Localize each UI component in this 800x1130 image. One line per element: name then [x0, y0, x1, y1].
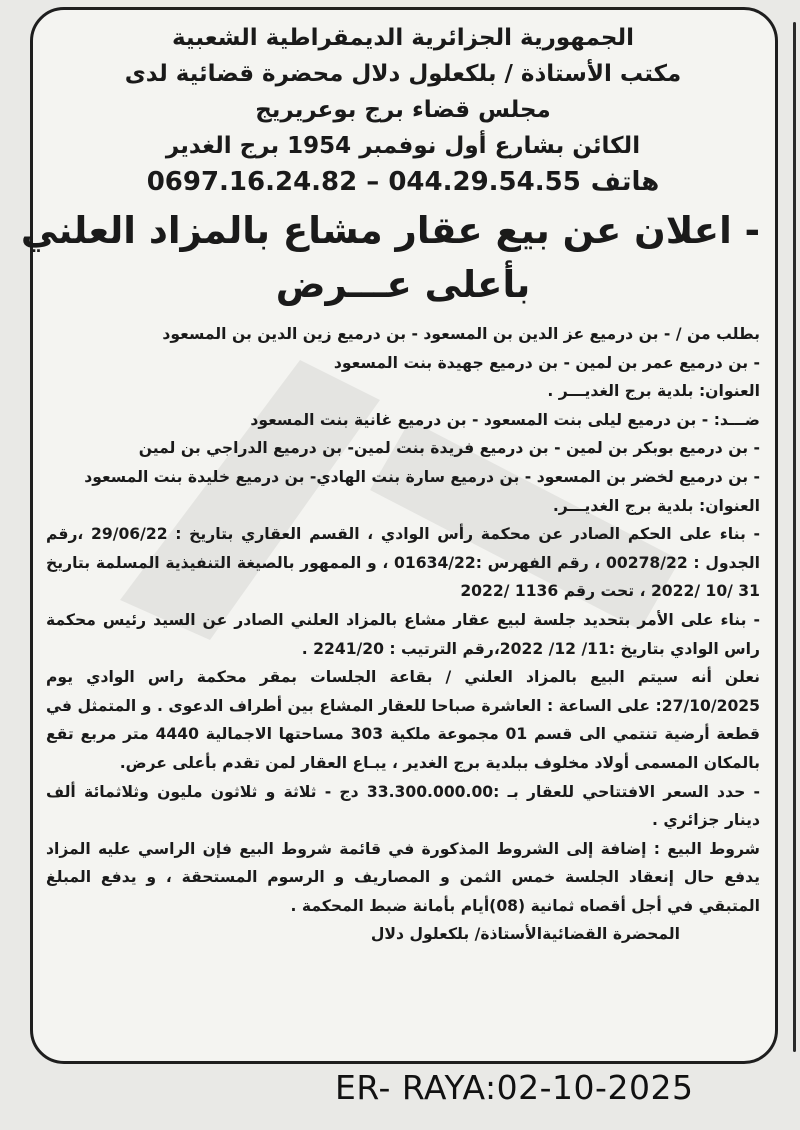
applicants-cont: - بن درميع عمر بن لمين - بن درميع جهيدة بنت المسعود: [333, 353, 760, 372]
judgment-reference: - بناء على الحكم الصادر عن محكمة رأس الوادي ، القسم العقاري بتاريخ : 29/06/22 ،رقم الجدول : 00278/22 ، رقم الفهرس :01634/22 ، و الممهور بالصيغة التنفيذية المسلمة بتاريخ 31 /10 /2022 ، تحت رقم 1136 /2022: [46, 525, 760, 601]
header-line-republic: الجمهورية الجزائرية الديمقراطية الشعبية: [171, 25, 635, 51]
notice-content: [20, 20, 760, 949]
sale-announcement: نعلن أنه سيتم البيع بالمزاد العلني / بقاعة الجلسات بمقر محكمة راس الوادي يوم 27/10/2025: على الساعة : العاشرة صباحا للعقار المشاع بين أطراف الدعوى . و المتمثل في قطعة أرضية تنتمي الى قسم 01 مجموعة ملكية 303 مساحتها الاجمالية 4440 متر مربع تقع بالمكان المسمى أولاد مخلوف ببلدية برج الغدير ، يبـاع العقار لمن تقدم بأعلى عرض.: [46, 668, 760, 772]
applicants: بطلب من / - بن درميع عز الدين بن المسعود - بن درميع زين الدين بن المسعود: [162, 325, 760, 343]
header-line-council: مجلس قضاء برج بوعريريج: [255, 97, 551, 123]
signature: المحضرة القضائيةالأستاذة/ بلكعلول دلال: [370, 925, 680, 944]
notice-title-line1: - اعلان عن بيع عقار مشاع بالمزاد العلني: [20, 209, 760, 252]
phone-numbers: 0697.16.24.82 – 044.29.54.55: [146, 167, 581, 197]
phone-label: هاتف: [590, 167, 660, 197]
sale-conditions: شروط البيع : إضافة إلى الشروط المذكورة في قائمة شروط البيع فإن الراسي عليه المزاد يدفع حال إنعقاد الجلسة خمس الثمن و المصاريف و الرسوم المستحقة ، و يدفع المبلغ المتبقي في أجل أقصاه ثمانية (08)أيام بأمانة ضبط المحكمة .: [46, 839, 760, 915]
order-reference: - بناء على الأمر بتحديد جلسة لبيع عقار مشاع بالمزاد العلني الصادر عن السيد رئيس محكمة راس الوادي بتاريخ :11/ 12/ 2022،رقم الترتيب : 2241/20 .: [46, 610, 760, 658]
header-phone: [46, 164, 760, 200]
notice-body: [46, 320, 760, 920]
defendants-address: العنوان: بلدية برج الغديـــر.: [552, 496, 760, 515]
header-line-office: مكتب الأستاذة / بلكعلول دلال محضرة قضائية لدى: [124, 61, 682, 87]
publication-footer: ER- RAYA:02-10-2025: [335, 1068, 694, 1107]
notice-title-line2: بأعلى عـــرض: [275, 263, 531, 306]
defendants-cont-1: - بن درميع بوبكر بن لمين - بن درميع فريدة بنت لمين- بن درميع الدراجي بن لمين: [138, 439, 760, 458]
defendants: ضـــد: - بن درميع ليلى بنت المسعود - بن درميع غانية بنت المسعود: [250, 410, 760, 429]
header-line-address: الكائن بشارع أول نوفمبر 1954 برج الغدير: [165, 133, 641, 159]
opening-price: - حدد السعر الافتتاحي للعقار بـ :33.300.000.00 دج - ثلاثة و ثلاثون مليون وثلاثمائة ألف دينار جزائري .: [46, 782, 760, 830]
applicants-address: العنوان: بلدية برج الغديـــر .: [547, 382, 760, 401]
defendants-cont-2: - بن درميع لخضر بن المسعود - بن درميع سارة بنت الهادي- بن درميع خليدة بنت المسعود: [84, 467, 760, 486]
adjacent-column-border: [793, 22, 796, 1052]
